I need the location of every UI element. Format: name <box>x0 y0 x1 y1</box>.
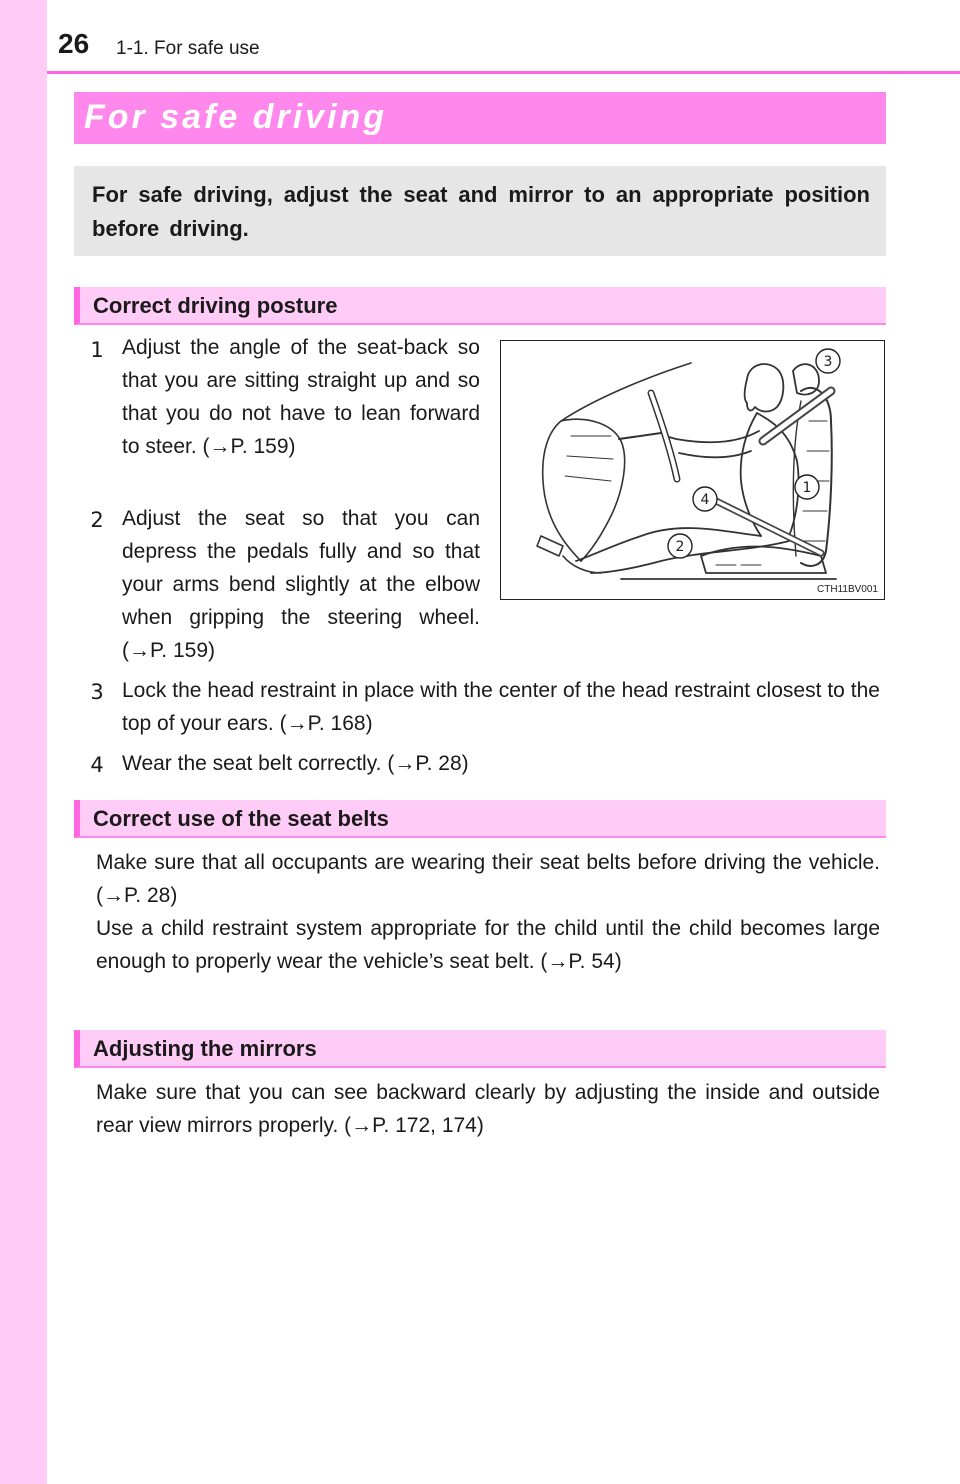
side-tab-strip <box>0 0 47 1484</box>
section-heading-label: Correct driving posture <box>93 293 338 318</box>
item-text-2: Adjust the seat so that you can depress the pedals fully and so that your arms bend slightly at the elbow when gripping the steering wheel. (→P. 159) <box>122 507 480 662</box>
page-number: 26 <box>58 28 90 59</box>
seat-belt-text-2: Use a child restraint system appropriate for the child until the child becomes large enough to properly wear the vehicle’s seat belt. (→P. 54) <box>96 917 880 973</box>
page-title-bar <box>74 92 886 144</box>
item-number-3: 3 <box>90 680 104 704</box>
seat-belt-text-1: Make sure that all occupants are wearing their seat belts before driving the vehicle. (→P. 28) <box>96 851 880 907</box>
item-text-1: Adjust the angle of the seat-back so that you are sitting straight up and so that you do not have to lean forward to steer. (→P. 159) <box>122 336 480 458</box>
mirrors-text: Make sure that you can see backward clearly by adjusting the inside and outside rear view mirrors properly. (→P. 172, 174) <box>96 1081 880 1137</box>
callout-3: 3 <box>823 354 833 370</box>
figure-code: CTH11BV001 <box>817 584 878 595</box>
callout-2: 2 <box>675 539 685 555</box>
intro-text: For safe driving, adjust the seat and mirror to an appropriate position before driving. <box>92 182 870 241</box>
section-heading-posture <box>74 287 886 325</box>
callout-1: 1 <box>802 480 812 496</box>
item-number-2: 2 <box>90 508 104 532</box>
section-heading-seat-belts <box>74 800 886 838</box>
item-text-4: Wear the seat belt correctly. (→P. 28) <box>122 752 469 775</box>
callout-4: 4 <box>700 492 710 508</box>
section-heading-mirrors <box>74 1030 886 1068</box>
item-number-1: 1 <box>90 338 104 362</box>
section-heading-label: Adjusting the mirrors <box>93 1036 317 1061</box>
page-title: For safe driving <box>84 98 388 136</box>
section-heading-label: Correct use of the seat belts <box>93 806 389 831</box>
header-divider <box>47 71 960 74</box>
item-number-4: 4 <box>90 753 104 777</box>
driver-illustration <box>501 341 883 598</box>
driving-posture-figure <box>500 340 885 600</box>
item-text-3: Lock the head restraint in place with the center of the head restraint closest to the top of your ears. (→P. 168) <box>122 679 880 735</box>
chapter-title: 1-1. For safe use <box>116 38 260 59</box>
intro-box <box>74 166 886 256</box>
